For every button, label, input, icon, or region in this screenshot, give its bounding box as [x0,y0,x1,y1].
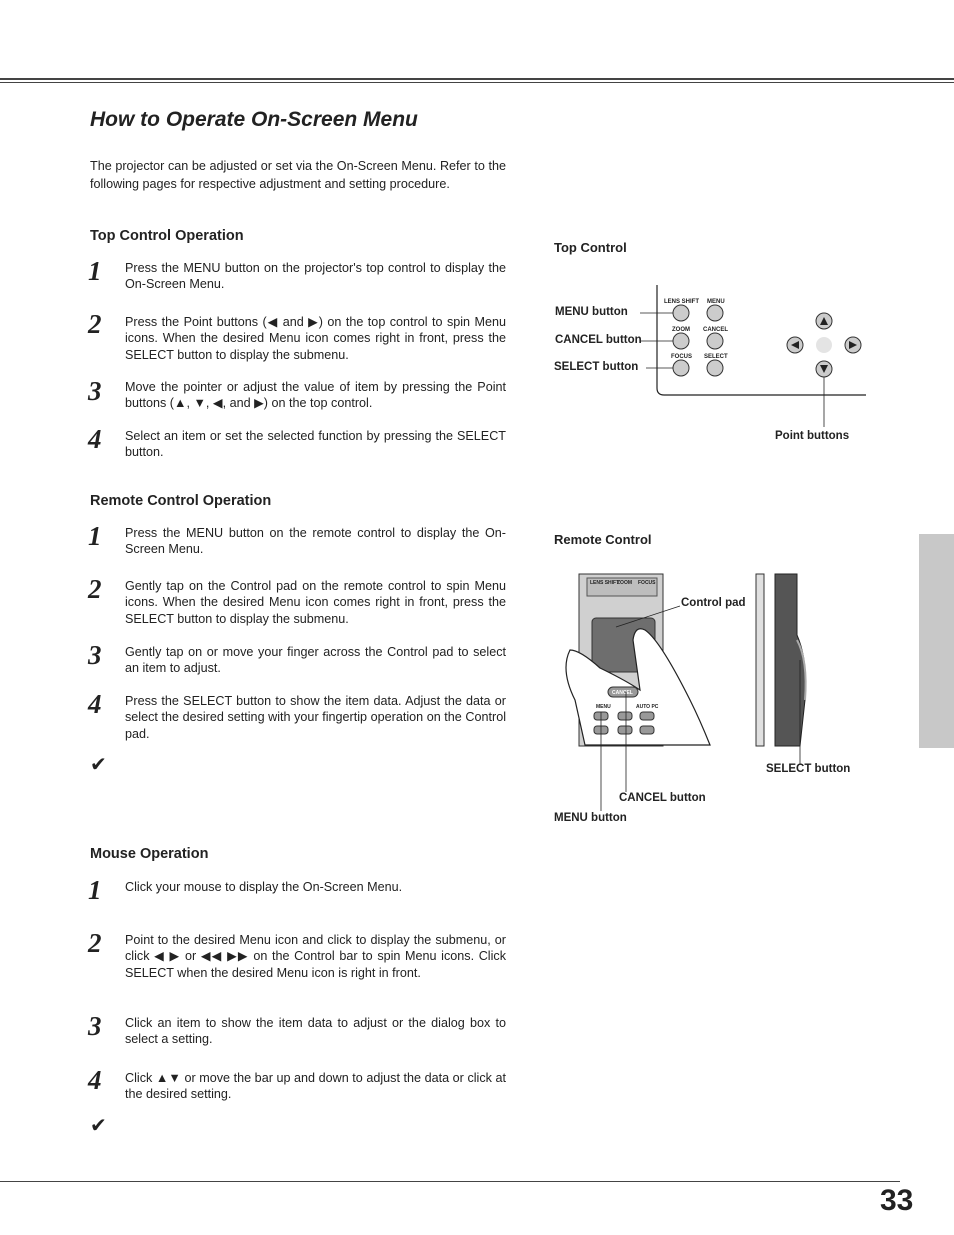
panel-label-cancel: CANCEL [703,327,728,333]
lens-shift-button-shape [673,305,689,321]
step-number: 4 [88,1065,102,1095]
zoom-button-shape [673,333,689,349]
center-dot-shape [816,337,832,353]
step-text: Press the MENU button on the projector's top control to display the On-Screen Menu. [125,261,506,292]
menu-button-shape [707,305,723,321]
panel-label-select: SELECT [704,354,728,360]
point-buttons-label: Point buttons [775,430,850,442]
remote-control-heading: Remote Control Operation [90,493,272,509]
step-number: 3 [88,640,102,670]
select-button-shape [707,360,723,376]
top-control-heading: Top Control Operation [90,228,244,244]
remote-label-menu: MENU [596,704,611,710]
cancel-button-shape [707,333,723,349]
focus-button-shape [673,360,689,376]
check-mark-icon: ✔ [90,754,107,776]
remote-control-illustration [566,574,806,811]
remote-label-lens-shift: LENS SHIFT [590,580,620,586]
remote-menu-button-label: MENU button [554,812,627,824]
page-title: How to Operate On-Screen Menu [90,108,418,131]
step-text: Click ▲▼ or move the bar up and down to adjust the data or click at the desired setting. [125,1071,506,1102]
step-number: 1 [88,256,102,286]
remote-side-view [775,574,806,746]
panel-label-focus: FOCUS [671,354,692,360]
step-text: Gently tap on or move your finger across the Control pad to select an item to adjust. [125,645,506,676]
intro-paragraph: The projector can be adjusted or set via the On-Screen Menu. Refer to the following pages for respective adjustment and setting procedure. [90,159,506,191]
top-control-panel [640,285,866,427]
step-number: 3 [88,1011,102,1041]
step-number: 2 [88,574,102,604]
check-mark-icon: ✔ [90,1115,107,1137]
remote-cancel-button-label: CANCEL button [619,792,706,804]
remote-label-zoom: ZOOM [617,580,632,586]
step-text: Gently tap on the Control pad on the remote control to spin Menu icons. When the desired Menu icon comes right in front, press the SELECT button to display the submenu. [125,579,506,626]
step-number: 4 [88,689,102,719]
remote-select-button-label: SELECT button [766,763,851,775]
step-text: Click your mouse to display the On-Screen Menu. [125,880,403,894]
step-text: Point to the desired Menu icon and click to display the submenu, or click ◀ ▶ or ◀◀ ▶▶ on the Control bar to spin Menu icons. Click SELECT when the desired Menu icon is right in front. [125,933,506,980]
panel-label-menu: MENU [707,299,725,305]
top-control-figure-heading: Top Control [554,240,627,255]
step-number: 2 [88,309,102,339]
step-text: Press the SELECT button to show the item data. Adjust the data or select the desired setting with your fingertip operation on the Control pad. [125,694,506,741]
panel-label-zoom: ZOOM [672,327,690,333]
mouse-operation-heading: Mouse Operation [90,846,209,862]
remote-label-auto-pc: AUTO PC [636,704,659,710]
step-text: Press the MENU button on the remote control to display the On-Screen Menu. [125,526,506,557]
cancel-button-label: CANCEL button [555,334,642,346]
step-text: Click an item to show the item data to adjust or the dialog box to select a setting. [125,1016,506,1047]
step-number: 1 [88,875,102,905]
step-number: 1 [88,521,102,551]
page-number: 33 [880,1184,914,1217]
step-text: Press the Point buttons (◀ and ▶) on the top control to spin Menu icons. When the desired Menu icon comes right in front, press the SELECT button to display the submenu. [125,315,506,362]
select-button-label: SELECT button [554,361,639,373]
step-text: Move the pointer or adjust the value of item by pressing the Point buttons (▲, ▼, ◀, and ▶) on the top control. [125,380,506,411]
step-number: 3 [88,376,102,406]
step-number: 4 [88,424,102,454]
remote-label-cancel: CANCEL [612,690,633,696]
control-pad-label: Control pad [681,597,746,609]
remote-side-edge [756,574,764,746]
step-number: 2 [88,928,102,958]
panel-label-lens-shift: LENS SHIFT [664,299,700,305]
step-text: Select an item or set the selected function by pressing the SELECT button. [125,429,506,460]
remote-label-focus: FOCUS [638,580,656,586]
menu-button-label: MENU button [555,306,628,318]
remote-control-figure-heading: Remote Control [554,532,652,547]
